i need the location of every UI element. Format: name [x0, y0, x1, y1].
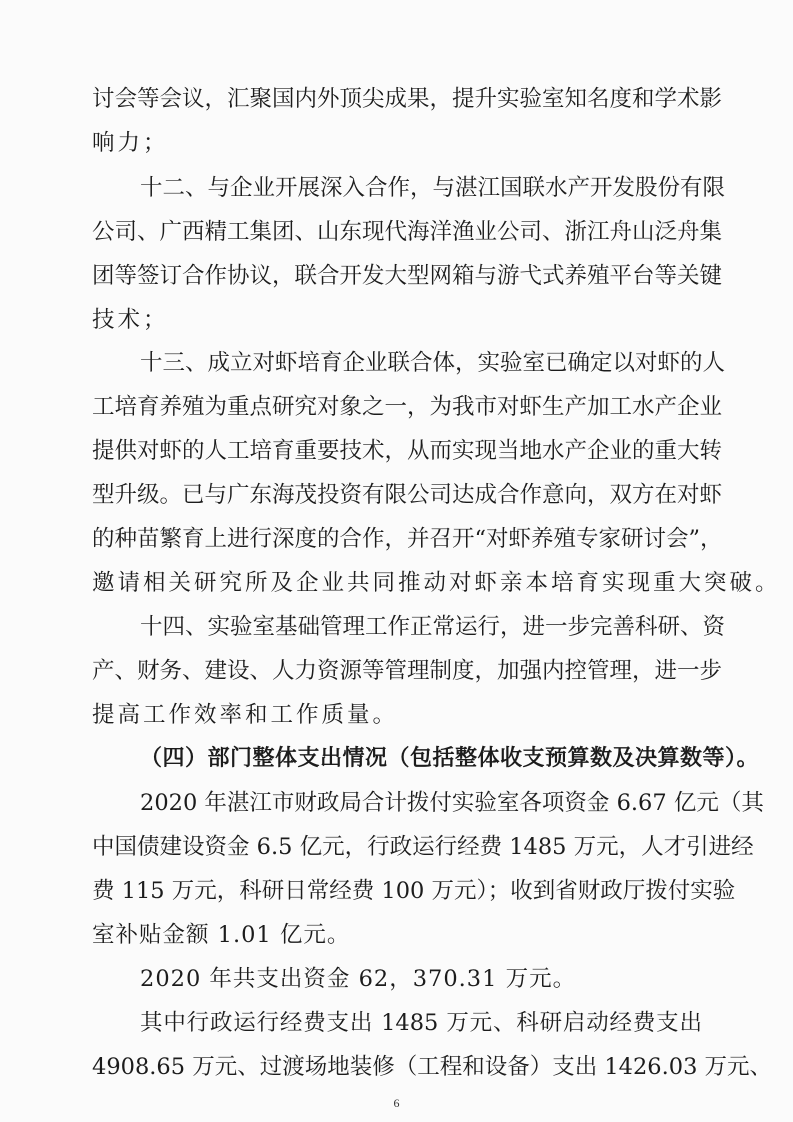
paragraph-line: 技术；	[92, 307, 169, 333]
paragraph-line: 团等签订合作协议，联合开发大型网箱与游弋式养殖平台等关键	[92, 263, 723, 289]
paragraph-line: 型升级。已与广东海茂投资有限公司达成合作意向，双方在对虾	[92, 482, 723, 508]
paragraph-line: 的种苗繁育上进行深度的合作，并召开“对虾养殖专家研讨会”，	[92, 526, 723, 552]
paragraph-line: 2020 年共支出资金 62，370.31 万元。	[140, 966, 577, 992]
page-number: 6	[393, 1096, 400, 1110]
paragraph-line: 工培育养殖为重点研究对象之一，为我市对虾生产加工水产企业	[92, 394, 723, 420]
section-heading: （四）部门整体支出情况（包括整体收支预算数及决算数等）。	[140, 746, 760, 771]
paragraph-line: 4908.65 万元、过渡场地装修（工程和设备）支出 1426.03 万元、	[92, 1054, 773, 1080]
paragraph-line: 2020 年湛江市财政局合计拨付实验室各项资金 6.67 亿元（其	[140, 790, 764, 816]
paragraph-line: 十二、与企业开展深入合作，与湛江国联水产开发股份有限	[140, 175, 726, 201]
paragraph-line: 公司、广西精工集团、山东现代海洋渔业公司、浙江舟山泛舟集	[92, 219, 723, 245]
paragraph-line: 十三、成立对虾培育企业联合体，实验室已确定以对虾的人	[140, 350, 726, 376]
paragraph-line: 响力；	[92, 130, 169, 156]
paragraph-line: 费 115 万元，科研日常经费 100 万元）；收到省财政厅拨付实验	[92, 878, 736, 904]
paragraph-line: 中国债建设资金 6.5 亿元，行政运行经费 1485 万元，人才引进经	[92, 834, 754, 860]
paragraph-line: 产、财务、建设、人力资源等管理制度，加强内控管理，进一步	[92, 658, 723, 684]
paragraph-line: 讨会等会议，汇聚国内外顶尖成果，提升实验室知名度和学术影	[92, 86, 723, 112]
paragraph-line: 十四、实验室基础管理工作正常运行，进一步完善科研、资	[140, 614, 726, 640]
paragraph-line: 邀请相关研究所及企业共同推动对虾亲本培育实现重大突破。	[92, 570, 781, 596]
paragraph-line: 其中行政运行经费支出 1485 万元、科研启动经费支出	[140, 1010, 702, 1036]
paragraph-line: 提高工作效率和工作质量。	[92, 702, 399, 728]
paragraph-line: 提供对虾的人工培育重要技术，从而实现当地水产企业的重大转	[92, 438, 723, 464]
paragraph-line: 室补贴金额 1.01 亿元。	[92, 922, 351, 948]
